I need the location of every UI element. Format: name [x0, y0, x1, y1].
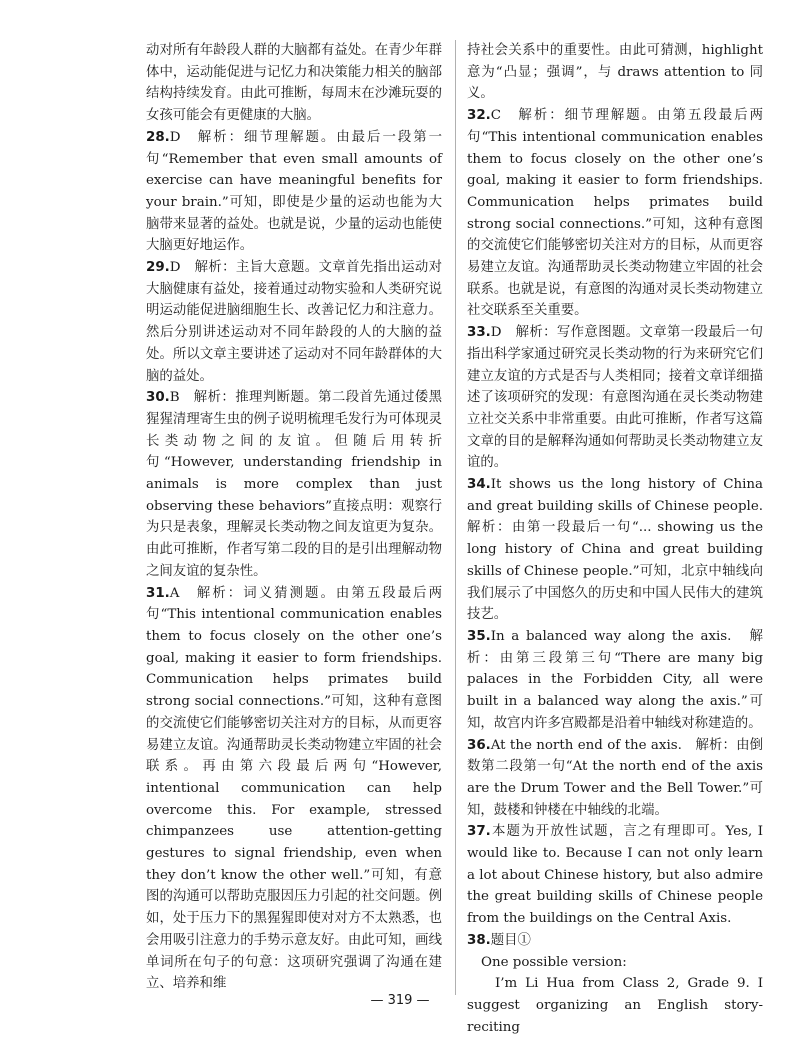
question-number: 28. [146, 129, 170, 145]
answer-35 [467, 626, 763, 735]
right-column [467, 40, 777, 1038]
left-column [146, 40, 442, 995]
answer-text: D 解析：细节理解题。由最后一段第一句“Remember that even small amounts of exercise can have meaningful benefits for your brain.”可知，即使是少量的运动也能为大脑带来显著的益处。也就是说，少量的运动也能使大脑更好地运作。 [146, 129, 442, 254]
answer-37 [467, 821, 763, 930]
answer-text: A 解析：词义猜测题。由第五段最后两句“This intentional communication enables them to focus closely on the other one’s goal, making it easier to form friendships. Communication helps primates build strong social connections.”可知，这种有意图的交流使它们能够密切关注对方的目标，从而更容易建立友谊。沟通帮助灵长类动物建立牢固的社会联系。再由第六段最后两句“However, intentional communication can help overcome this. For example, stressed chimpanzees use attention-getting gestures to signal friendship, even when they don’t know the other well.”可知，有意图的沟通可以帮助克服因压力引起的社交问题。例如，处于压力下的黑猩猩即使对对方不太熟悉，也会用吸引注意力的手势示意友好。由此可知，画线单词所在句子的句意：这项研究强调了沟通在建立、培养和维 [146, 585, 442, 992]
question-number: 38. [467, 932, 491, 948]
question-number: 36. [467, 737, 491, 753]
answer-text: At the north end of the axis. 解析：由倒数第二段第一句“At the north end of the axis are the Drum Tower and the Bell Tower.”可知，鼓楼和钟楼在中轴线的北端。 [467, 737, 763, 818]
answer-38 [467, 930, 763, 952]
question-number: 32. [467, 108, 491, 124]
answer-text: 本题为开放性试题，言之有理即可。Yes, I would like to. Because I can not only learn a lot about Chinese history, but also admire the great building skills of Chinese people from the buildings on the Central Axis. [467, 824, 763, 927]
answer-33 [467, 322, 763, 474]
page-number: — 319 — [370, 993, 430, 1008]
answer-28 [146, 127, 442, 257]
answer-text: It shows us the long history of China and great building skills of Chinese people. 解析：由第一段最后一句“... showing us the long history of China and great building skills of Chinese people.”可知，北京中轴线向我们展示了中国悠久的历史和中国人民伟大的建筑技艺。 [467, 477, 777, 623]
question-number: 37. [467, 824, 491, 840]
answer-text: D 解析：主旨大意题。文章首先指出运动对大脑健康有益处，接着通过动物实验和人类研究说明运动能促进脑细胞生长、改善记忆力和注意力。然后分别讲述运动对不同年龄段的人的大脑的益处。所以文章主要讲述了运动对不同年龄群体的大脑的益处。 [146, 260, 442, 384]
answer-text: B 解析：推理判断题。第二段首先通过倭黑猩猩清理寄生虫的例子说明梳理毛发行为可体现灵长类动物之间的友谊。但随后用转折句“However, understanding friendship in animals is more complex than just observing these behaviors”直接点明：观察行为只是表象，理解灵长类动物之间友谊更为复杂。由此可推断，作者写第二段的目的是引出理解动物之间友谊的复杂性。 [146, 390, 442, 579]
continued-paragraph: 持社会关系中的重要性。由此可猜测，highlight意为“凸显；强调”，与 draws attention to 同义。 [467, 43, 763, 102]
column-divider [455, 40, 456, 995]
question-number: 31. [146, 585, 170, 601]
answer-text: D 解析：写作意图题。文章第一段最后一句指出科学家通过研究灵长类动物的行为来研究它们建立友谊的方式是否与人类相同；接着文章详细描述了该项研究的发现：有意图沟通在灵长类动物建立社交关系中非常重要。由此可推断，作者写这篇文章的目的是解释沟通如何帮助灵长类动物建立友谊的。 [467, 325, 763, 471]
answer-31 [146, 583, 442, 995]
version-label: One possible version: [481, 954, 627, 970]
question-number: 35. [467, 628, 491, 644]
answer-34 [467, 474, 777, 626]
continued-paragraph: 动对所有年龄段人群的大脑都有益处。在青少年群体中，运动能促进与记忆力和决策能力相关的脑部结构持续发育。由此可推断，每周末在沙滩玩耍的女孩可能会有更健康的大脑。 [146, 43, 442, 124]
question-number: 33. [467, 325, 491, 341]
question-number: 30. [146, 390, 170, 406]
question-number: 34. [467, 477, 491, 493]
answer-text: In a balanced way along the axis. 解析：由第三段第三句“There are many big palaces in the Forbidden City, all were built in a balanced way along the axis.”可知，故宫内许多宫殿都是沿着中轴线对称建造的。 [467, 628, 763, 731]
answer-32 [467, 105, 763, 322]
answer-text: 题目① [490, 932, 531, 948]
essay-paragraph: I’m Li Hua from Class 2, Grade 9. I suggest organizing an English story-reciting [467, 976, 763, 1035]
answer-30 [146, 387, 442, 582]
question-number: 29. [146, 260, 170, 276]
answer-29 [146, 257, 442, 387]
answer-text: C 解析：细节理解题。由第五段最后两句“This intentional communication enables them to focus closely on the other one’s goal, making it easier to form friendships. Communication helps primates build strong social connections.”可知，这种有意图的交流使它们能够密切关注对方的目标，从而更容易建立友谊。沟通帮助灵长类动物建立牢固的社会联系。也就是说，有意图的沟通对灵长类动物建立社交联系至关重要。 [467, 108, 763, 319]
answer-36 [467, 735, 763, 822]
